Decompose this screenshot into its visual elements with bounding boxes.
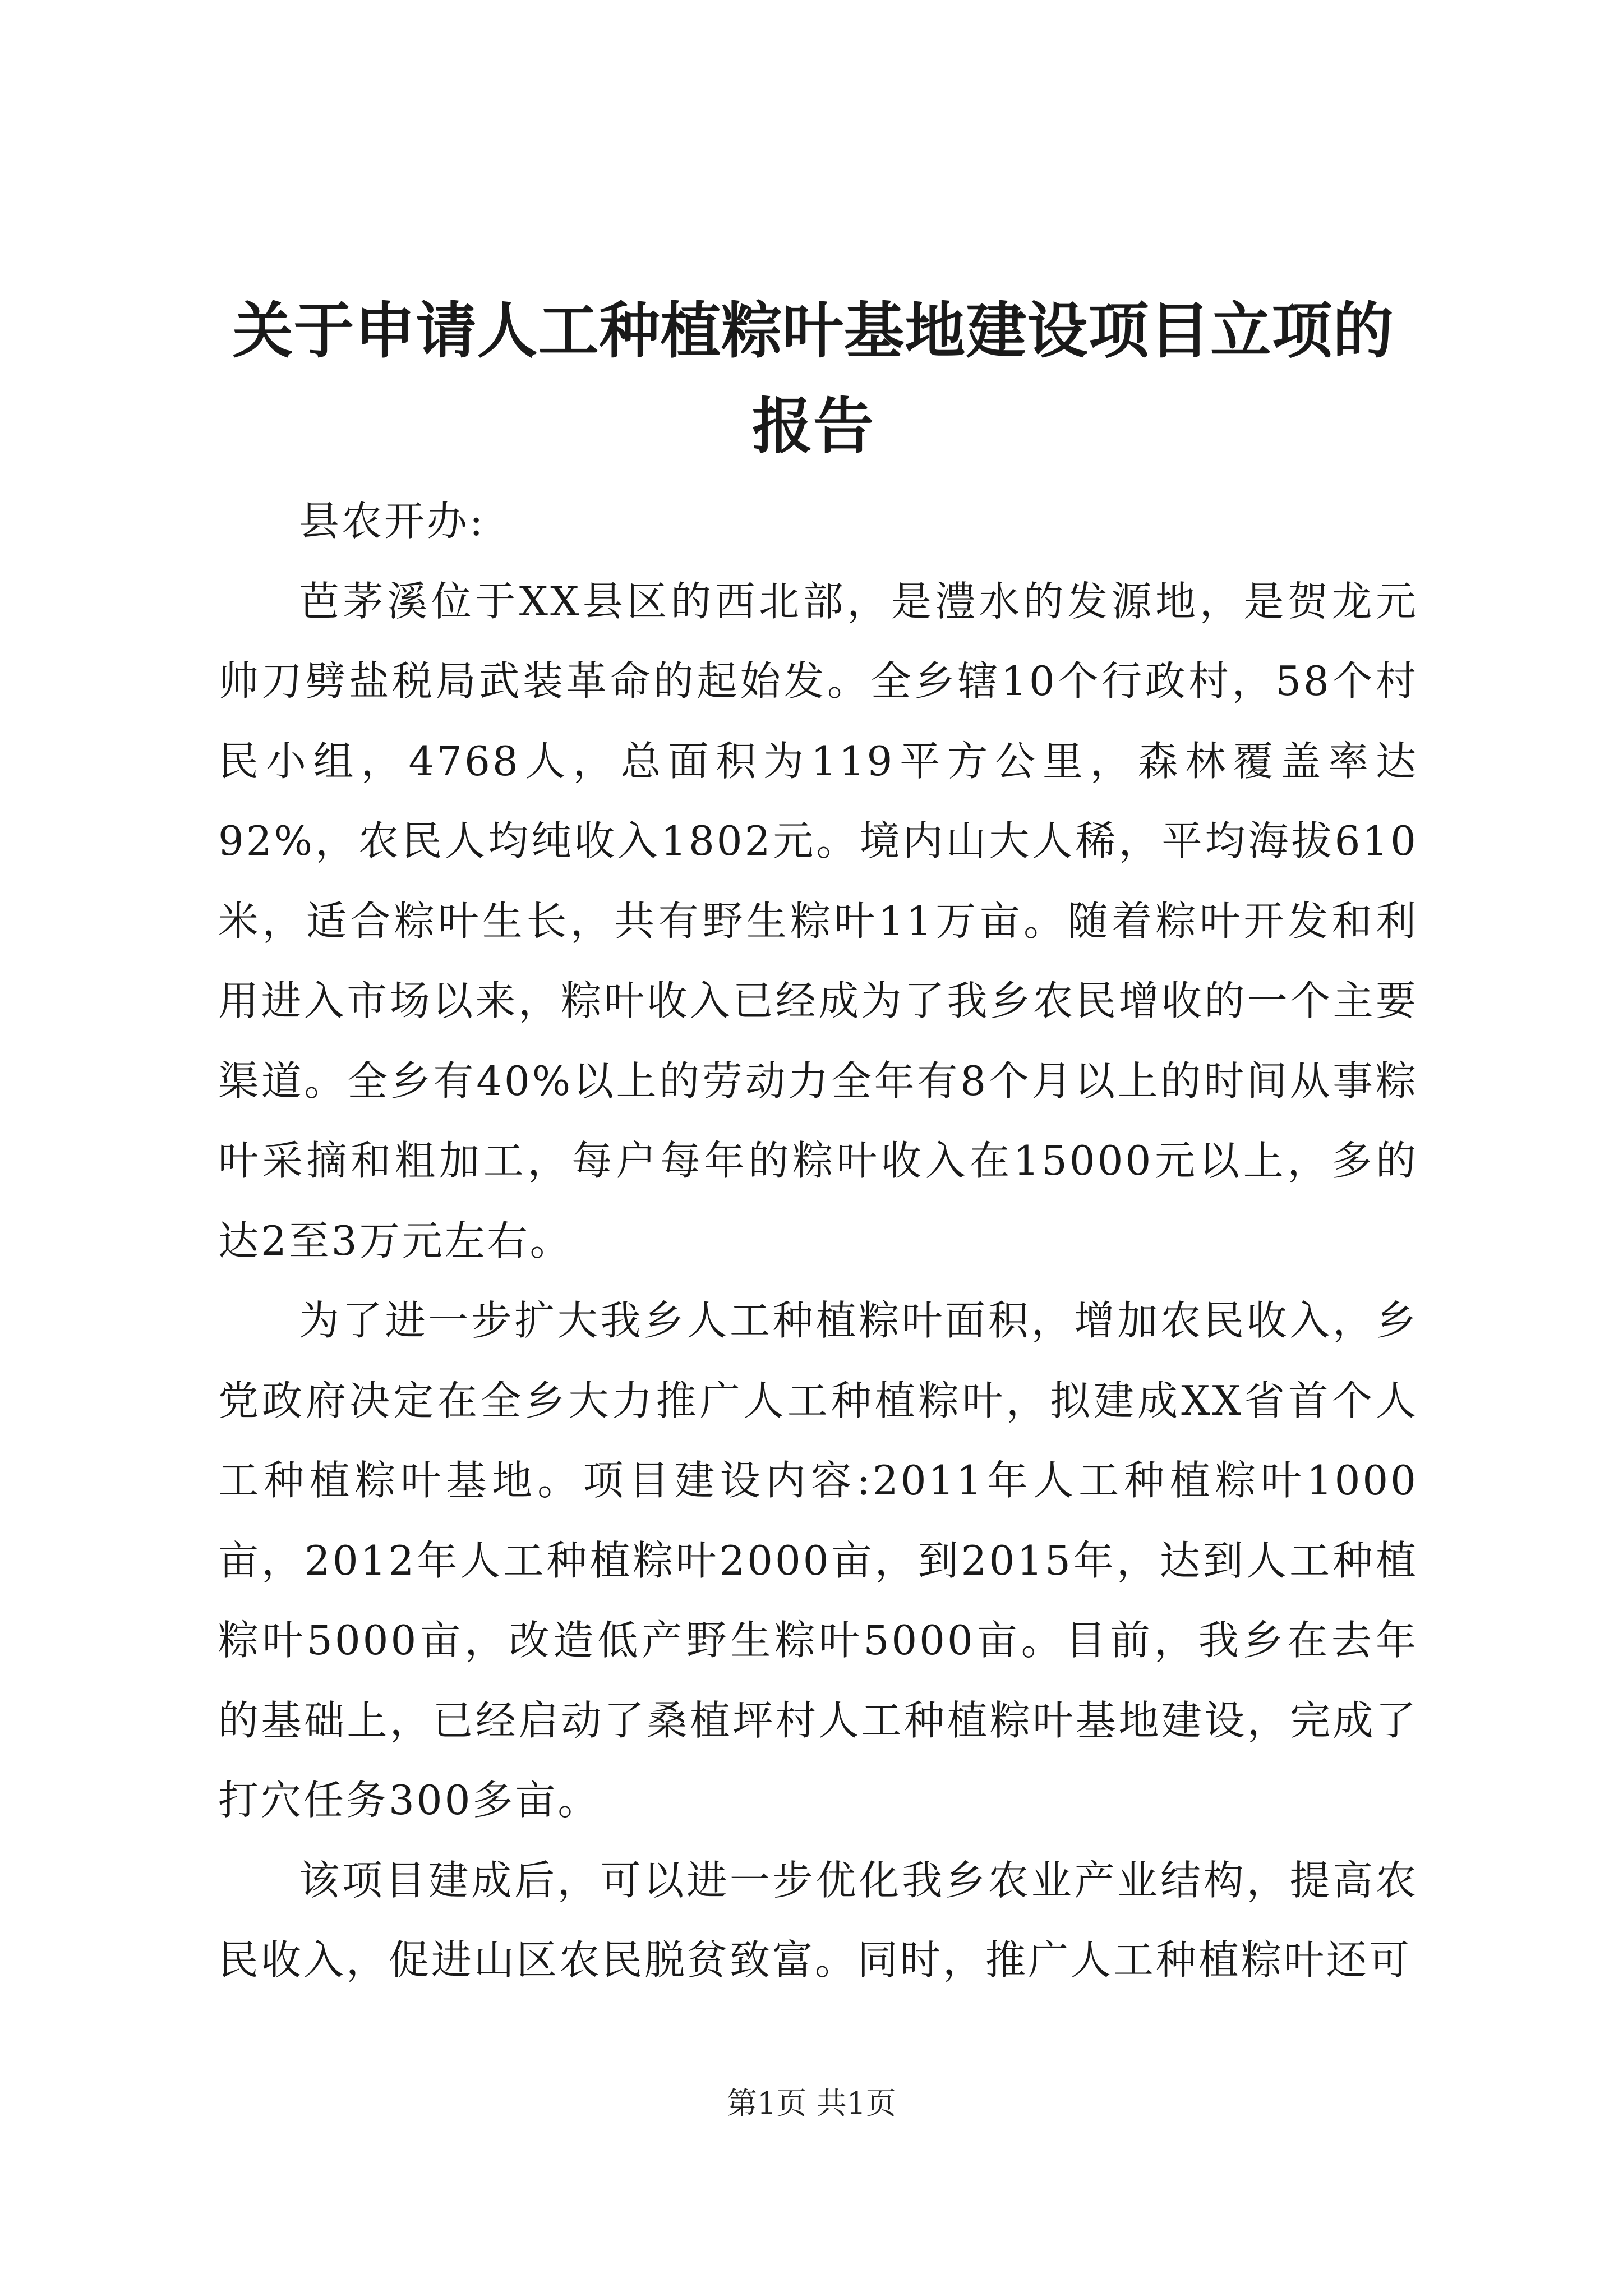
salutation: 县农开办: <box>299 498 486 545</box>
page-footer <box>0 2081 1623 2126</box>
body-paragraph-3: 该项目建成后，可以进一步优化我乡农业产业结构，提高农民收入，促进山区农民脱贫致富。同时，推广人工种植粽叶还可 <box>218 1856 1418 1984</box>
document-title: 关于申请人工种植粽叶基地建设项目立项的报告 <box>232 296 1394 462</box>
body-paragraph-2: 为了进一步扩大我乡人工种植粽叶面积，增加农民收入，乡党政府决定在全乡大力推广人工种植粽叶，拟建成XX省首个人工种植粽叶基地。项目建设内容:2011年人工种植粽叶1000亩，2012年人工种植粽叶2000亩，到2015年，达到人工种植粽叶5000亩，改造低产野生粽叶5000亩。目前，我乡在去年的基础上，已经启动了桑植坪村人工种植粽叶基地建设，完成了打穴任务300多亩。 <box>218 1297 1418 1824</box>
page-number: 第1页 共1页 <box>727 2086 896 2121</box>
document-body <box>218 481 1418 2000</box>
body-paragraph-1: 芭茅溪位于XX县区的西北部，是澧水的发源地，是贺龙元帅刀劈盐税局武装革命的起始发。全乡辖10个行政村，58个村民小组，4768人，总面积为119平方公里，森林覆盖率达92%，农民人均纯收入1802元。境内山大人稀，平均海拔610米，适合粽叶生长，共有野生粽叶11万亩。随着粽叶开发和利用进入市场以来，粽叶收入已经成为了我乡农民增收的一个主要渠道。全乡有40%以上的劳动力全年有8个月以上的时间从事粽叶采摘和粗加工，每户每年的粽叶收入在15000元以上，多的达2至3万元左右。 <box>218 577 1418 1264</box>
